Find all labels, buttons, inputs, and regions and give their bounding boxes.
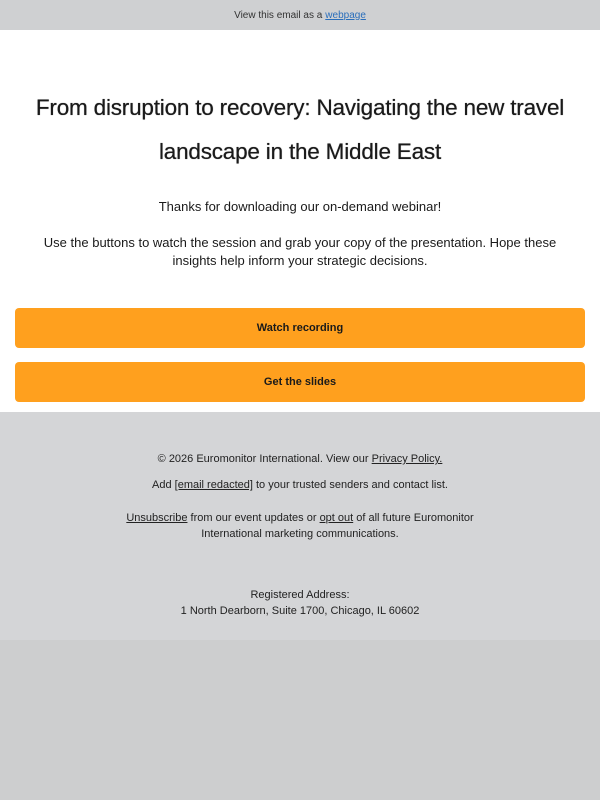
webpage-link[interactable]: webpage [325, 9, 366, 21]
privacy-policy-link[interactable]: Privacy Policy. [371, 453, 443, 465]
email-link[interactable]: [email redacted] [174, 479, 253, 491]
thanks-text: Thanks for downloading our on-demand webinar! [158, 199, 442, 214]
preheader [0, 0, 600, 30]
trusted-senders-line [0, 478, 600, 492]
email-title: From disruption to recovery: Navigating the new travel landscape in the Middle East [35, 95, 565, 164]
background-area [0, 640, 600, 800]
get-slides-button[interactable]: Get the slides [15, 362, 585, 402]
add-suffix-text: to your trusted senders and contact list. [255, 479, 448, 491]
email-body [0, 30, 600, 412]
footer [0, 412, 600, 640]
copyright-text: © 2026 Euromonitor International. View our [157, 453, 369, 465]
copyright-line [0, 452, 600, 466]
add-prefix-text: Add [152, 479, 172, 491]
body-text: Use the buttons to watch the session and grab your copy of the presentation. Hope these insights help inform your strategic decisions. [43, 235, 557, 268]
watch-recording-button[interactable]: Watch recording [15, 308, 585, 348]
unsub-suffix-text: of all future Euromonitor International marketing communications. [201, 512, 474, 540]
preheader-text: View this email as a [234, 9, 323, 21]
unsubscribe-line [105, 510, 495, 542]
registered-address [0, 587, 600, 619]
address-label: Registered Address: [250, 589, 350, 601]
address-text: 1 North Dearborn, Suite 1700, Chicago, IL 60602 [180, 605, 420, 617]
unsub-mid-text: from our event updates or [190, 512, 317, 524]
unsubscribe-link[interactable]: Unsubscribe [126, 512, 188, 524]
opt-out-link[interactable]: opt out [319, 512, 354, 524]
